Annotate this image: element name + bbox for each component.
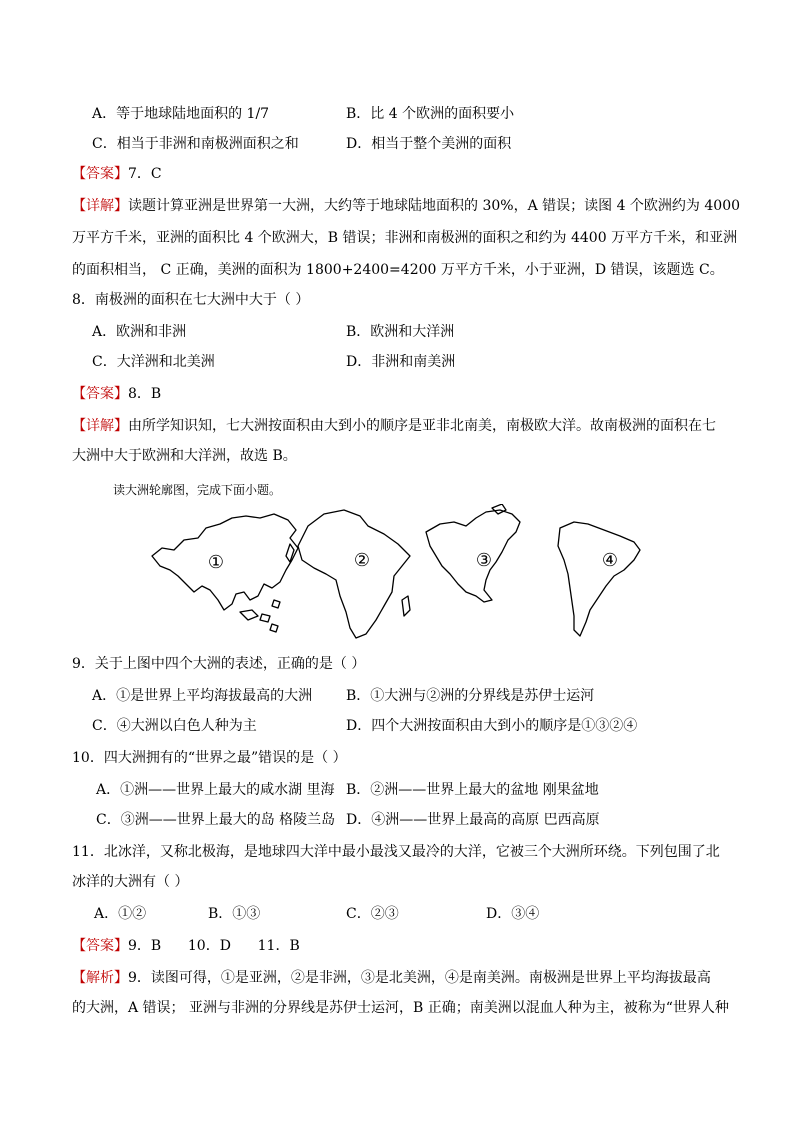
label-2: ② [353,550,371,571]
detail-8-line-2: 大洲中大于欧洲和大洋洲，故选 B。 [72,448,297,464]
option-c: C．相当于非洲和南极洲面积之和 [92,136,299,152]
option-b: B．比 4 个欧洲的面积要小 [346,106,515,122]
option-a: A．等于地球陆地面积的 1/7 [92,106,270,122]
option-d: D．四个大洲按面积由大到小的顺序是①③②④ [346,718,638,734]
answer-9-11 [72,936,300,956]
answer-text: 8．B [128,386,162,402]
detail-text: 读题计算亚洲是世界第一大洲，大约等于地球陆地面积的 30%，A 错误；读图 4 个欧洲约为 4000 [128,198,741,214]
detail-tag: 【详解】 [72,418,128,434]
answer-8 [72,384,161,404]
label-4: ④ [601,550,619,571]
label-1: ① [207,552,225,573]
option-c: C．②③ [346,906,399,922]
asia-outline [152,514,298,610]
option-d: D．相当于整个美洲的面积 [346,136,512,152]
answer-text: 9．B 10．D 11．B [128,938,300,954]
answer-7 [72,164,162,184]
option-a: A．①② [94,906,147,922]
option-b: B．欧洲和大洋洲 [346,324,455,340]
detail-tag: 【详解】 [72,198,128,214]
option-b: B．②洲——世界上最大的盆地 刚果盆地 [346,782,599,798]
option-c: C．大洋洲和北美洲 [92,354,215,370]
option-a: A．①是世界上平均海拔最高的大洲 [92,688,313,704]
continent-outline-map [140,504,660,644]
option-b: B．①大洲与②洲的分界线是苏伊士运河 [346,688,595,704]
analysis-tag: 【解析】 [72,970,128,986]
analysis-text: 9．读图可得，①是亚洲，②是非洲，③是北美洲，④是南美洲。南极洲是世界上平均海拔最高 [128,970,711,986]
question-11-line-2: 冰洋的大洲有（ ） [72,874,189,890]
answer-tag: 【答案】 [72,938,128,954]
answer-tag: 【答案】 [72,166,128,182]
answer-text: 7．C [128,166,162,182]
figure-caption: 读大洲轮廓图，完成下面小题。 [113,483,282,497]
africa-outline [298,510,410,638]
option-c: C．③洲——世界上最大的岛 格陵兰岛 [96,812,336,828]
detail-8-line-1 [72,416,716,436]
south-america-outline [558,522,640,636]
analysis-line-2: 的大洲，A 错误； 亚洲与非洲的分界线是苏伊士运河，B 正确；南美洲以混血人种为主，被称为“世界人种 [72,1000,729,1016]
option-d: D．③④ [486,906,540,922]
answer-tag: 【答案】 [72,386,128,402]
question-10-stem: 10．四大洲拥有的“世界之最”错误的是（ ） [72,750,347,766]
question-9-stem: 9．关于上图中四个大洲的表述，正确的是（ ） [72,656,366,672]
option-a: A．①洲——世界上最大的咸水湖 里海 [96,782,335,798]
detail-7-line-2: 万平方千米，亚洲的面积比 4 个欧洲大，B 错误；非洲和南极洲的面积之和约为 4400 万平方千米，和亚洲 [72,230,738,246]
option-d: D．非洲和南美洲 [346,354,456,370]
detail-text: 由所学知识知，七大洲按面积由大到小的顺序是亚非北南美，南极欧大洋。故南极洲的面积在七 [128,418,716,434]
detail-7-line-3: 的面积相当， C 正确，美洲的面积为 1800+2400=4200 万平方千米，小于亚洲，D 错误，该题选 C。 [72,262,724,278]
question-11-line-1: 11．北冰洋，又称北极海，是地球四大洋中最小最浅又最冷的大洋，它被三个大洲所环绕。下列包围了北 [72,844,720,860]
question-8-stem: 8．南极洲的面积在七大洲中大于（ ） [72,292,310,308]
option-d: D．④洲——世界上最高的高原 巴西高原 [346,812,600,828]
north-america-outline [426,510,520,602]
option-c: C．④大洲以白色人种为主 [92,718,257,734]
detail-7-line-1 [72,196,740,216]
option-a: A．欧洲和非洲 [92,324,187,340]
option-b: B．①③ [208,906,261,922]
analysis-line-1 [72,968,711,988]
label-3: ③ [475,550,493,571]
